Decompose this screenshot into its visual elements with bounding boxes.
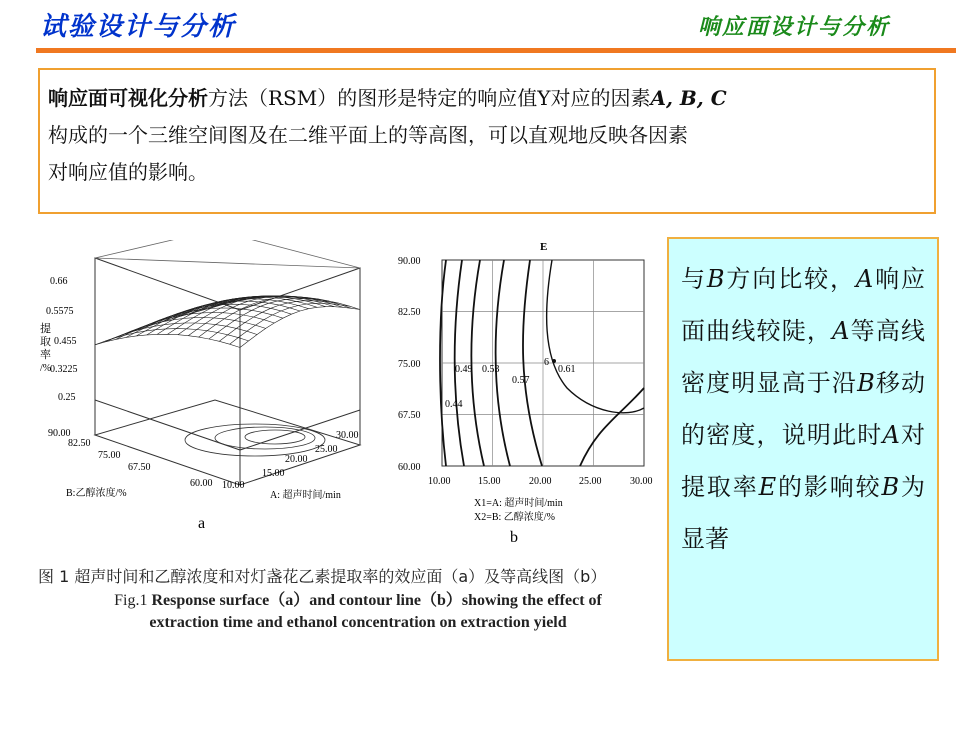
z-tick: 0.3225	[50, 364, 78, 375]
note-text: 与B方向比较，A响应面曲线较陡，A等高线密度明显高于沿B移动的密度，说明此时A对提取率E的影响较B为显著	[681, 265, 926, 553]
caption-cn: 图 1 超声时间和乙醇浓度和对灯盏花乙素提取率的效应面（a）及等高线图（b）	[38, 567, 607, 586]
z-label: 率	[40, 349, 51, 361]
z-label: 取	[40, 336, 51, 348]
b-axis-label: B:乙醇浓度/%	[66, 488, 127, 499]
z-tick: 0.25	[58, 392, 76, 403]
caption-en-b: （b）	[420, 592, 462, 609]
header-left-title: 试验设计与分析	[40, 12, 237, 42]
b-tick: 75.00	[98, 450, 121, 461]
y-tick: 82.50	[398, 307, 421, 318]
note-box	[667, 237, 939, 661]
x-tick: 30.00	[630, 476, 653, 487]
a-tick: 20.00	[285, 454, 308, 465]
caption-en-bold-3: showing the effect of	[461, 592, 602, 609]
z-tick: 0.5575	[46, 306, 74, 317]
intro-text-1: 方法（RSM）的图形是特定的响应值Y对应的因素	[208, 86, 651, 110]
contour-label: 0.53	[482, 364, 500, 375]
figure-a-surface	[40, 240, 380, 540]
caption-en-bold-2: contour line	[339, 592, 421, 609]
x-tick: 10.00	[428, 476, 451, 487]
contour-label: 0.57	[512, 375, 530, 386]
surface-mesh-line	[240, 307, 360, 348]
intro-bold-lead: 响应面可视化分析	[48, 86, 208, 110]
surface-mesh-line	[129, 313, 274, 333]
y-tick: 60.00	[398, 462, 421, 473]
a-tick: 25.00	[315, 444, 338, 455]
panel-label-b: b	[510, 529, 518, 546]
caption-en-bold-1: Response surface	[151, 592, 270, 609]
b-tick: 60.00	[190, 478, 213, 489]
z-label: /%	[40, 363, 52, 374]
intro-box	[38, 68, 936, 214]
panel-label-a: a	[198, 515, 206, 532]
caption-en-line-2: extraction time and ethanol concentration on extraction yield	[149, 614, 567, 631]
surface-mesh-line	[105, 304, 225, 342]
y-tick: 75.00	[398, 359, 421, 370]
header-right-title: 响应面设计与分析	[697, 15, 890, 40]
intro-factors: A, B, C	[650, 86, 727, 110]
y-tick: 90.00	[398, 256, 421, 267]
header-divider	[36, 48, 956, 53]
intro-text-2: 构成的一个三维空间图及在二维平面上的等高图，可以直观地反映各因素	[48, 123, 688, 147]
b-tick: 67.50	[128, 462, 151, 473]
contour-label: 0.44	[445, 399, 463, 410]
b-tick: 90.00	[48, 428, 71, 439]
z-label: 提	[40, 323, 51, 335]
surface-mesh-line	[164, 299, 309, 322]
y-tick: 67.50	[398, 410, 421, 421]
x2-legend: X2=B: 乙醇浓度/%	[474, 512, 555, 523]
caption-en-a: （a）and	[269, 592, 336, 609]
x1-legend: X1=A: 超声时间/min	[474, 498, 563, 509]
b-tick: 82.50	[68, 438, 91, 449]
contour-label: 0.49	[455, 364, 473, 375]
a-tick: 30.00	[336, 430, 359, 441]
x-tick: 20.00	[529, 476, 552, 487]
x-tick: 25.00	[579, 476, 602, 487]
a-axis-label: A: 超声时间/min	[270, 490, 341, 501]
x-tick: 15.00	[478, 476, 501, 487]
center-label: 6	[544, 357, 549, 368]
intro-text-3: 对响应值的影响。	[48, 160, 208, 184]
surface-mesh-line	[146, 304, 291, 327]
a-tick: 15.00	[262, 468, 285, 479]
caption-en-prefix: Fig.1	[114, 592, 152, 609]
z-tick: 0.66	[50, 276, 68, 287]
surface-mesh-line	[209, 299, 329, 339]
surface-mesh-line	[95, 334, 240, 347]
contour-label: 0.61	[558, 364, 576, 375]
contour-title: E	[540, 241, 548, 253]
figure-b-contour	[392, 238, 668, 558]
a-tick: 10.00	[222, 480, 245, 491]
caption-en	[38, 590, 678, 634]
z-tick: 0.455	[54, 336, 77, 347]
